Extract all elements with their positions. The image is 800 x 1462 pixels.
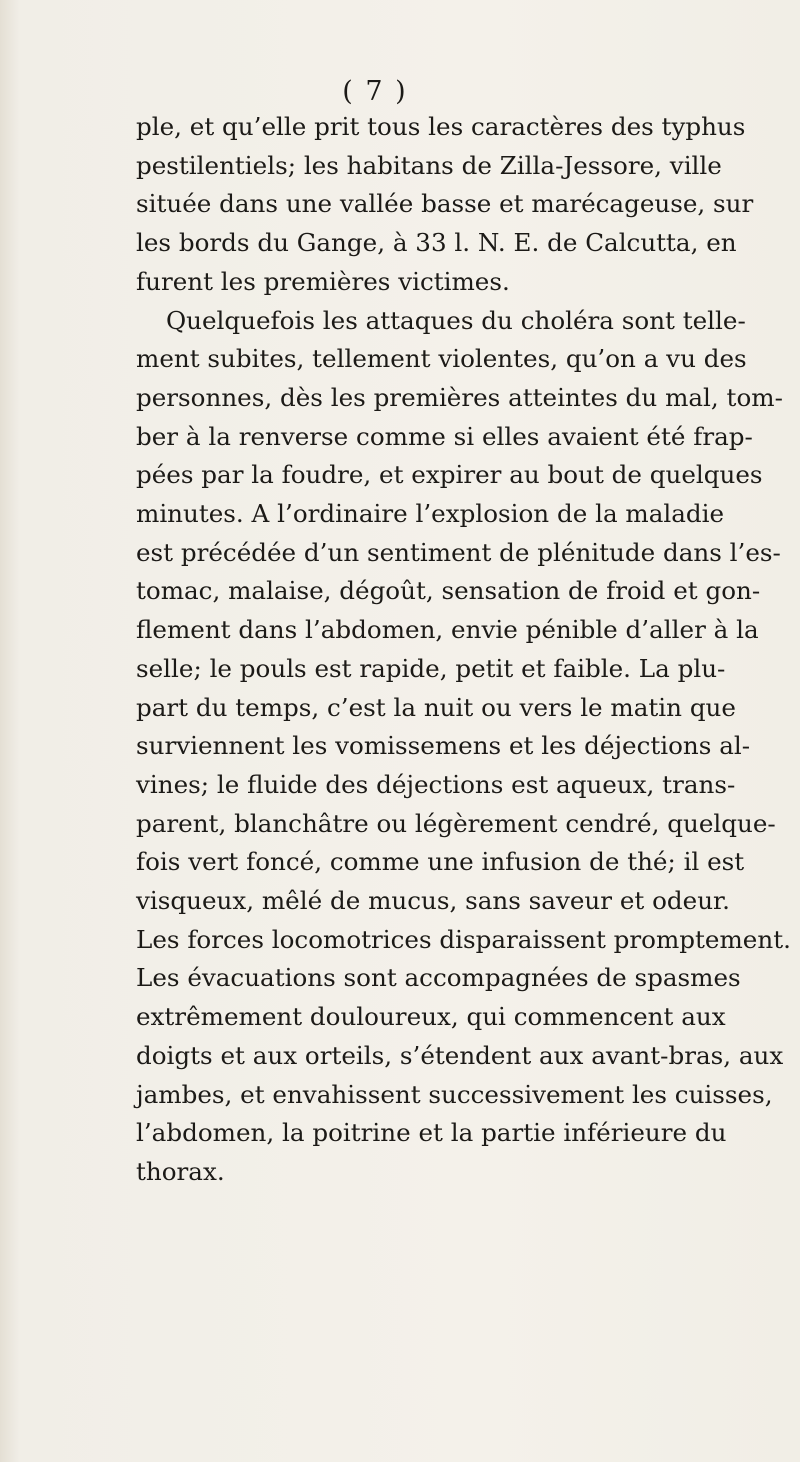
body-text (136, 108, 791, 1192)
text-line: jambes, et envahissent successivement les cuisses, (136, 1079, 773, 1109)
text-line: visqueux, mêlé de mucus, sans saveur et odeur. (136, 886, 730, 916)
text-line: furent les premières victimes. (136, 266, 510, 296)
text-line: parent, blanchâtre ou légèrement cendré, quelque- (136, 808, 776, 838)
text-line: vines; le fluide des déjections est aqueux, trans- (136, 769, 736, 799)
text-line: l’abdomen, la poitrine et la partie inférieure du (136, 1118, 727, 1148)
text-line: part du temps, c’est la nuit ou vers le matin que (136, 692, 736, 722)
text-line: tomac, malaise, dégoût, sensation de froid et gon- (136, 576, 761, 606)
text-line: minutes. A l’ordinaire l’explosion de la maladie (136, 499, 725, 529)
text-line: fois vert foncé, comme une infusion de thé; il est (136, 847, 745, 877)
text-line: extrêmement douloureux, qui commencent aux (136, 1002, 726, 1032)
text-line: Les forces locomotrices disparaissent promptement. (136, 924, 791, 954)
text-line: Quelquefois les attaques du choléra sont telle- (166, 305, 746, 335)
text-line: surviennent les vomissemens et les déjections al- (136, 731, 751, 761)
text-line: ple, et qu’elle prit tous les caractères des typhus (136, 112, 746, 141)
text-line: pestilentiels; les habitans de Zilla-Jessore, ville (136, 150, 722, 180)
text-line: pées par la foudre, et expirer au bout de quelques (136, 460, 763, 490)
text-line: les bords du Gange, à 33 l. N. E. de Calcutta, en (136, 228, 737, 258)
text-line: selle; le pouls est rapide, petit et faible. La plu- (136, 653, 726, 683)
page-number: ( 7 ) (342, 76, 408, 107)
text-line: personnes, dès les premières atteintes du mal, tom- (136, 382, 783, 412)
text-line: ment subites, tellement violentes, qu’on a vu des (136, 344, 747, 374)
text-line: doigts et aux orteils, s’étendent aux avant-bras, aux (136, 1040, 784, 1070)
text-line: thorax. (136, 1156, 225, 1186)
text-line: est précédée d’un sentiment de plénitude dans l’es- (136, 537, 781, 567)
text-line: flement dans l’abdomen, envie pénible d’aller à la (136, 615, 759, 645)
text-line: située dans une vallée basse et marécageuse, sur (136, 189, 754, 219)
text-line: Les évacuations sont accompagnées de spasmes (136, 963, 741, 993)
text-line: ber à la renverse comme si elles avaient été frap- (136, 421, 753, 451)
